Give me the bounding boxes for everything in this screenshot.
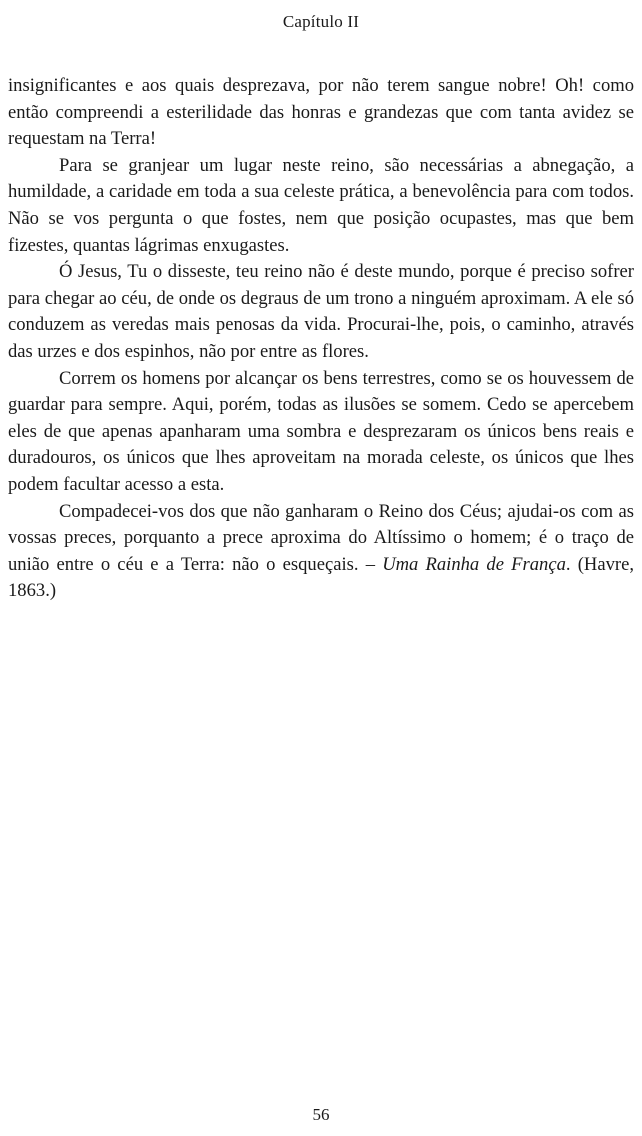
running-head: Capítulo II — [282, 12, 360, 31]
paragraph: Correm os homens por alcançar os bens terrestres, como se os houvessem de guardar para sempre. Aqui, porém, todas as ilusões se somem. Cedo se apercebem eles de que apenas apanharam uma sombra e desprezaram os únicos bens reais e duradouros, os únicos que lhes aproveitam na morada celeste, os únicos que lhes podem facultar acesso a esta. — [8, 367, 634, 495]
page-number: 56 — [312, 1105, 330, 1124]
citation: . (Havre, 1863.) — [8, 553, 634, 602]
paragraph-text: Compadecei-vos dos que não ganharam o Reino dos Céus; ajudai-os com as vossas preces, porquanto a prece aproxima do Altíssimo o homem; é o traço de união entre o céu e a Terra: não o esqueçais. – — [8, 500, 634, 575]
signature: Uma Rainha de França — [382, 553, 566, 575]
paragraph: insignificantes e aos quais desprezava, por não terem sangue nobre! Oh! como então compreendi a esterilidade das honras e grandezas que com tanta avidez se requestam na Terra! — [8, 75, 634, 150]
paragraph: Ó Jesus, Tu o disseste, teu reino não é deste mundo, porque é preciso sofrer para chegar ao céu, de onde os degraus de um trono a ninguém aproximam. A ele só conduzem as veredas mais penosas da vida. Procurai-lhe, pois, o caminho, através das urzes e dos espinhos, não por entre as flores. — [8, 261, 634, 362]
paragraph: Para se granjear um lugar neste reino, são necessárias a abnegação, a humildade, a caridade em toda a sua celeste prática, a benevolência para com todos. Não se vos pergunta o que fostes, nem que posição ocupastes, mas que bem fizestes, quantas lágrimas enxugastes. — [8, 154, 634, 256]
paragraph — [8, 499, 634, 605]
body-text — [8, 73, 634, 605]
